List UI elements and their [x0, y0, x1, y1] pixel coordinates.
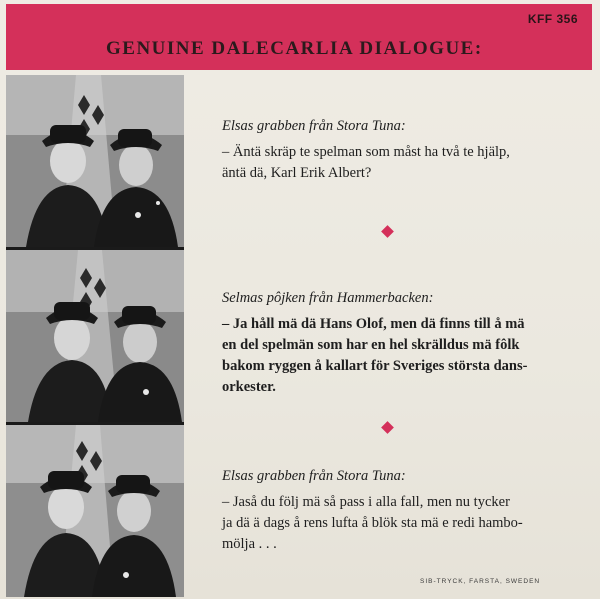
dialogue-block-1 — [222, 118, 572, 184]
dialogue-line: ja dä ä dags å rens lufta å blök sta mä e redi hambo- — [222, 515, 523, 531]
dialogue-block-3 — [222, 468, 572, 555]
dialogue-line: – Jaså du följ mä så pass i alla fall, men nu tycker — [222, 494, 510, 510]
speaker-name: Selmas pôjken från Hammerbacken: — [222, 290, 434, 306]
photo-two-men-hats-image — [6, 250, 184, 422]
dialogue-line: mölja . . . — [222, 536, 277, 552]
dialogue-line: en del spelmän som har en hel skrälldus mä fôlk — [222, 337, 520, 353]
photo-strip — [6, 75, 184, 597]
catalog-number: KFF 356 — [527, 12, 578, 26]
photo-frame — [6, 250, 184, 422]
header-band — [6, 4, 592, 70]
speaker-name: Elsas grabben från Stora Tuna: — [222, 118, 406, 134]
page-title: GENUINE DALECARLIA DIALOGUE: — [106, 38, 483, 59]
dialogue-line: äntä dä, Karl Erik Albert? — [222, 165, 372, 181]
photo-two-men-hats-image — [6, 425, 184, 597]
dialogue-line: – Äntä skräp te spelman som måst ha två te hjälp, — [222, 144, 510, 160]
speaker-name: Elsas grabben från Stora Tuna: — [222, 468, 406, 484]
photo-frame — [6, 425, 184, 597]
dialogue-line: orkester. — [222, 379, 276, 395]
dialogue-block-2 — [222, 290, 572, 398]
dialogue-line: – Ja håll mä dä Hans Olof, men dä finns till å mä — [222, 316, 525, 332]
photo-frame — [6, 75, 184, 247]
dialogue-line: bakom ryggen å kallart för Sveriges största dans- — [222, 358, 528, 374]
printer-credit: SIB-TRYCK, FARSTA, SWEDEN — [420, 578, 541, 585]
photo-two-men-hats-image — [6, 75, 184, 247]
